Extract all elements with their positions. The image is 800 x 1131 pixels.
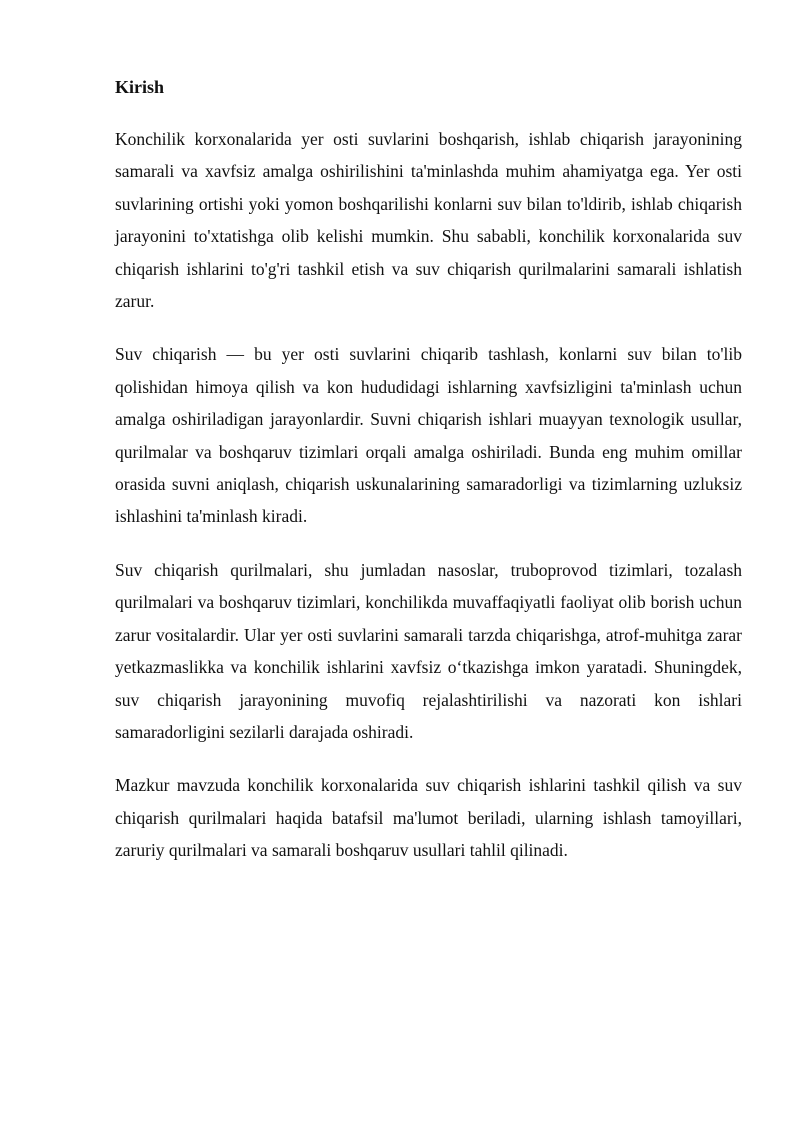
paragraph-4: Mazkur mavzuda konchilik korxonalarida suv chiqarish ishlarini tashkil qilish va suv chiqarish qurilmalari haqida batafsil ma'lumot beriladi, ularning ishlash tamoyillari, zaruriy qurilmalari va samarali boshqaruv usullari tahlil qilinadi. xyxy=(115,775,742,861)
paragraph-2: Suv chiqarish — bu yer osti suvlarini chiqarib tashlash, konlarni suv bilan to'lib qolishidan himoya qilish va kon hududidagi ishlarning xavfsizligini ta'minlash uchun amalga oshiriladigan jarayonlardir. Suvni chiqarish ishlari muayyan texnologik usullar, qurilmalar va boshqaruv tizimlari orqali amalga oshiriladi. Bunda eng muhim omillar orasida suvni aniqlash, chiqarish uskunalarining samaradorligi va tizimlarning uzluksiz ishlashini ta'minlash kiradi. xyxy=(115,344,742,527)
paragraph-3: Suv chiqarish qurilmalari, shu jumladan nasoslar, truboprovod tizimlari, tozalash qurilmalari va boshqaruv tizimlari, konchilikda muvaffaqiyatli faoliyat olib borish uchun zarur vositalardir. Ular yer osti suvlarini samarali tarzda chiqarishga, atrof-muhitga zarar yetkazmaslikka va konchilik ishlarini xavfsiz o‘tkazishga imkon yaratadi. Shuningdek, suv chiqarish jarayonining muvofiq rejalashtirilishi va nazorati kon ishlari samaradorligini sezilarli darajada oshiradi. xyxy=(115,559,742,742)
paragraph-1: Konchilik korxonalarida yer osti suvlarini boshqarish, ishlab chiqarish jarayonining samarali va xavfsiz amalga oshirilishini ta'minlashda muhim ahamiyatga ega. Yer osti suvlarining ortishi yoki yomon boshqarilishi konlarni suv bilan to'ldirib, ishlab chiqarish jarayonini to'xtatishga olib kelishi mumkin. Shu sababli, konchilik korxonalarida suv chiqarish ishlarini to'g'ri tashkil etish va suv chiqarish qurilmalarini samarali ishlatish zarur. xyxy=(115,129,742,312)
section-heading: Kirish xyxy=(115,77,165,97)
